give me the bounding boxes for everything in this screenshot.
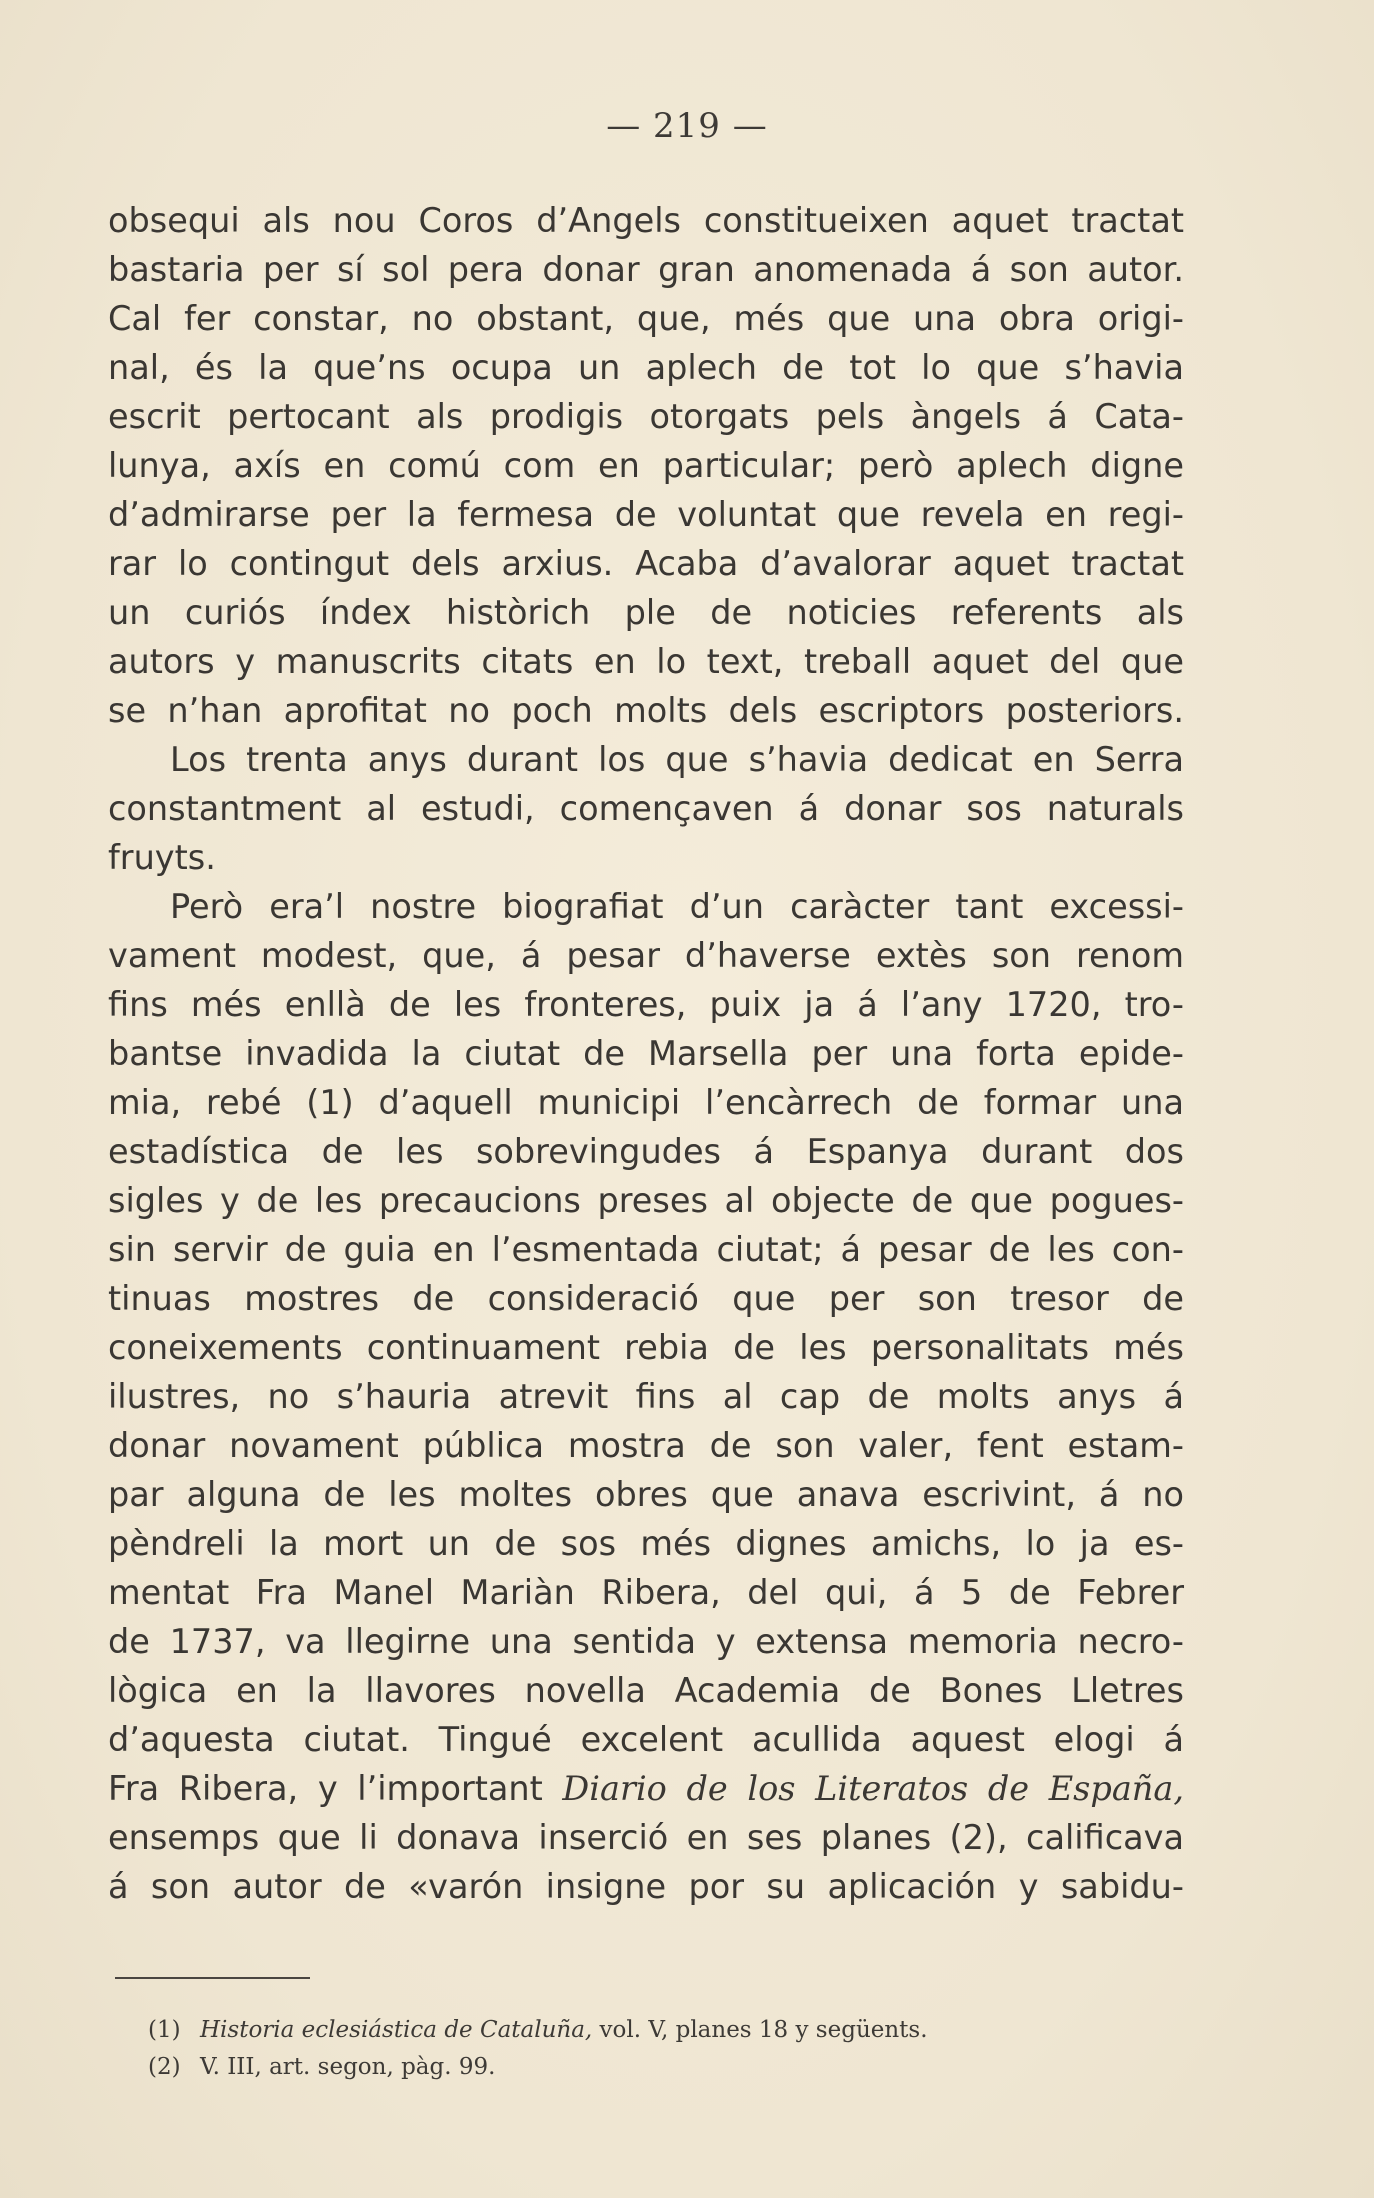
- text-line: bantse invadida la ciutat de Marsella per una forta epide-: [108, 1034, 1184, 1073]
- footnote-text: vol. V, planes 18 y següents.: [592, 2017, 928, 2043]
- text-line: fruyts.: [108, 838, 216, 877]
- text-line: sin servir de guia en l’esmentada ciutat; á pesar de les con-: [108, 1230, 1184, 1269]
- text-line: lunya, axís en comú com en particular; però aplech digne: [108, 446, 1184, 485]
- footnotes: [148, 2012, 1098, 2086]
- text-line: se n’han aprofitat no poch molts dels escriptors posteriors.: [108, 691, 1184, 730]
- text-line: obsequi als nou Coros d’Angels constitueixen aquet tractat: [108, 201, 1184, 240]
- text-line: Los trenta anys durant los que s’havia dedicat en Serra: [170, 740, 1184, 779]
- text-line: ensemps que li donava inserció en ses planes (2), calificava: [108, 1818, 1184, 1857]
- text-line: donar novament pública mostra de son valer, fent estam-: [108, 1426, 1184, 1465]
- text-line: ilustres, no s’hauria atrevit fins al cap de molts anys á: [108, 1377, 1184, 1416]
- text-line: á son autor de «varón insigne por su aplicación y sabidu-: [108, 1867, 1184, 1906]
- footnote-marker: (2): [148, 2054, 181, 2080]
- text-line: mentat Fra Manel Mariàn Ribera, del qui, á 5 de Febrer: [108, 1573, 1184, 1612]
- text-line: fins més enllà de les fronteres, puix ja á l’any 1720, tro-: [108, 985, 1184, 1024]
- text-line-with-title: [108, 1764, 1184, 1813]
- text-line: d’aquesta ciutat. Tingué excelent acullida aquest elogi á: [108, 1720, 1184, 1759]
- text-line: pèndreli la mort un de sos més dignes amichs, lo ja es-: [108, 1524, 1184, 1563]
- footnote-text: V. III, art. segon, pàg. 99.: [200, 2054, 496, 2080]
- text-line: lògica en la llavores novella Academia de Bones Lletres: [108, 1671, 1184, 1710]
- text-line: escrit pertocant als prodigis otorgats pels àngels á Cata-: [108, 397, 1184, 436]
- footnote-1: [148, 2012, 1098, 2049]
- footnote-italic: Historia eclesiástica de Cataluña,: [200, 2017, 593, 2043]
- italic-title: Diario de los Literatos de España,: [562, 1769, 1184, 1808]
- text-line: par alguna de les moltes obres que anava escrivint, á no: [108, 1475, 1184, 1514]
- text-line: bastaria per sí sol pera donar gran anomenada á son autor.: [108, 250, 1184, 289]
- text-line: constantment al estudi, començaven á donar sos naturals: [108, 789, 1184, 828]
- text-line: coneixements continuament rebia de les personalitats més: [108, 1328, 1184, 1367]
- text-line: Cal fer constar, no obstant, que, més que una obra origi-: [108, 299, 1184, 338]
- body-text: [108, 196, 1184, 1911]
- text-line: mia, rebé (1) d’aquell municipi l’encàrrech de formar una: [108, 1083, 1184, 1122]
- text-line: de 1737, va llegirne una sentida y extensa memoria necro-: [108, 1622, 1184, 1661]
- footnote-2: [148, 2049, 1098, 2086]
- footnote-marker: (1): [148, 2017, 181, 2043]
- text-line: vament modest, que, á pesar d’haverse extès son renom: [108, 936, 1184, 975]
- text-line: autors y manuscrits citats en lo text, treball aquet del que: [108, 642, 1184, 681]
- footnote-divider: [115, 1977, 310, 1979]
- text-line: sigles y de les precaucions preses al objecte de que pogues-: [108, 1181, 1184, 1220]
- text-segment: Fra Ribera, y l’important: [108, 1769, 563, 1808]
- text-line: nal, és la que’ns ocupa un aplech de tot lo que s’havia: [108, 348, 1184, 387]
- page-number: — 219 —: [606, 106, 768, 146]
- text-line: rar lo contingut dels arxius. Acaba d’avalorar aquet tractat: [108, 544, 1184, 583]
- text-line: tinuas mostres de consideració que per son tresor de: [108, 1279, 1184, 1318]
- text-line: estadística de les sobrevingudes á Espanya durant dos: [108, 1132, 1184, 1171]
- text-line: Però era’l nostre biografiat d’un caràcter tant excessi-: [170, 887, 1184, 926]
- text-line: un curiós índex històrich ple de noticies referents als: [108, 593, 1184, 632]
- text-line: d’admirarse per la fermesa de voluntat que revela en regi-: [108, 495, 1184, 534]
